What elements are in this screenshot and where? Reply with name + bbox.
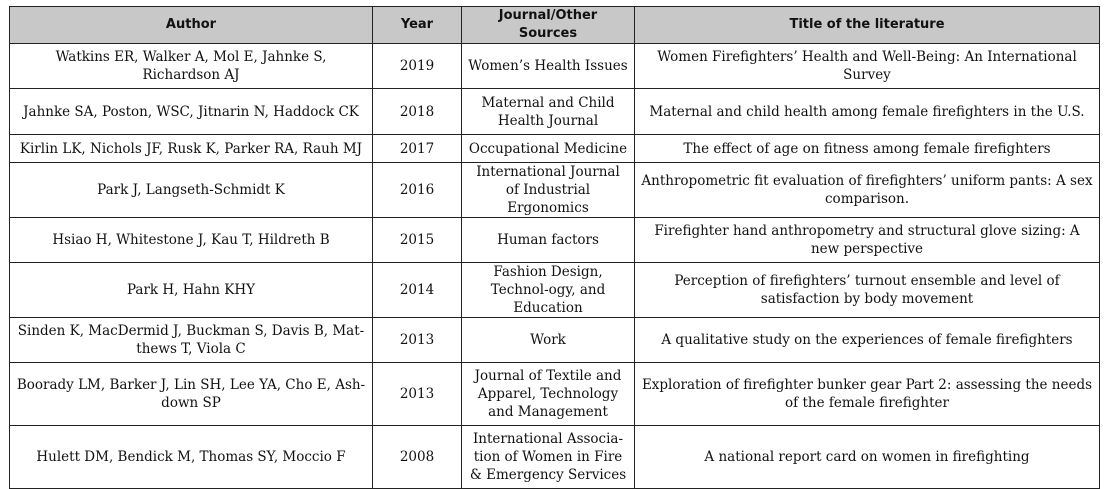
title-cell: Maternal and child health among female firefighters in the U.S. [635,89,1100,135]
journal-cell: Human factors [462,218,635,263]
journal-cell: Work [462,318,635,363]
header-author: Author [10,7,373,44]
year-cell: 2008 [373,426,462,489]
table-row [10,363,1100,426]
table-row [10,426,1100,489]
title-cell: Perception of firefighters’ turnout ensemble and level of satisfaction by body movement [635,263,1100,318]
table-row [10,44,1100,89]
journal-cell: International Associa-tion of Women in Fire & Emergency Services [462,426,635,489]
author-cell: Kirlin LK, Nichols JF, Rusk K, Parker RA, Rauh MJ [10,135,373,163]
year-cell: 2017 [373,135,462,163]
table-row [10,218,1100,263]
title-cell: Women Firefighters’ Health and Well-Being: An International Survey [635,44,1100,89]
year-cell: 2015 [373,218,462,263]
title-cell: A national report card on women in firefighting [635,426,1100,489]
title-cell: Exploration of firefighter bunker gear Part 2: assessing the needs of the female firefighter [635,363,1100,426]
year-cell: 2018 [373,89,462,135]
table-row [10,263,1100,318]
year-cell: 2014 [373,263,462,318]
author-cell: Park H, Hahn KHY [10,263,373,318]
author-cell: Jahnke SA, Poston, WSC, Jitnarin N, Haddock CK [10,89,373,135]
header-year: Year [373,7,462,44]
title-cell: The effect of age on fitness among female firefighters [635,135,1100,163]
header-row [10,7,1100,44]
journal-cell: Occupational Medicine [462,135,635,163]
journal-cell: Maternal and Child Health Journal [462,89,635,135]
author-cell: Hsiao H, Whitestone J, Kau T, Hildreth B [10,218,373,263]
year-cell: 2013 [373,363,462,426]
literature-table [9,6,1100,489]
author-cell: Watkins ER, Walker A, Mol E, Jahnke S, Richardson AJ [10,44,373,89]
title-cell: A qualitative study on the experiences of female firefighters [635,318,1100,363]
header-journal: Journal/Other Sources [462,7,635,44]
table-row [10,163,1100,218]
table-row [10,135,1100,163]
journal-cell: International Journal of Industrial Ergonomics [462,163,635,218]
author-cell: Park J, Langseth-Schmidt K [10,163,373,218]
year-cell: 2019 [373,44,462,89]
title-cell: Firefighter hand anthropometry and structural glove sizing: A new perspective [635,218,1100,263]
author-cell: Sinden K, MacDermid J, Buckman S, Davis B, Mat-thews T, Viola C [10,318,373,363]
table-row [10,318,1100,363]
journal-cell: Women’s Health Issues [462,44,635,89]
author-cell: Boorady LM, Barker J, Lin SH, Lee YA, Cho E, Ash-down SP [10,363,373,426]
journal-cell: Journal of Textile and Apparel, Technology and Management [462,363,635,426]
header-title: Title of the literature [635,7,1100,44]
table-row [10,89,1100,135]
year-cell: 2016 [373,163,462,218]
title-cell: Anthropometric fit evaluation of firefighters’ uniform pants: A sex comparison. [635,163,1100,218]
journal-cell: Fashion Design, Technol-ogy, and Education [462,263,635,318]
year-cell: 2013 [373,318,462,363]
author-cell: Hulett DM, Bendick M, Thomas SY, Moccio F [10,426,373,489]
